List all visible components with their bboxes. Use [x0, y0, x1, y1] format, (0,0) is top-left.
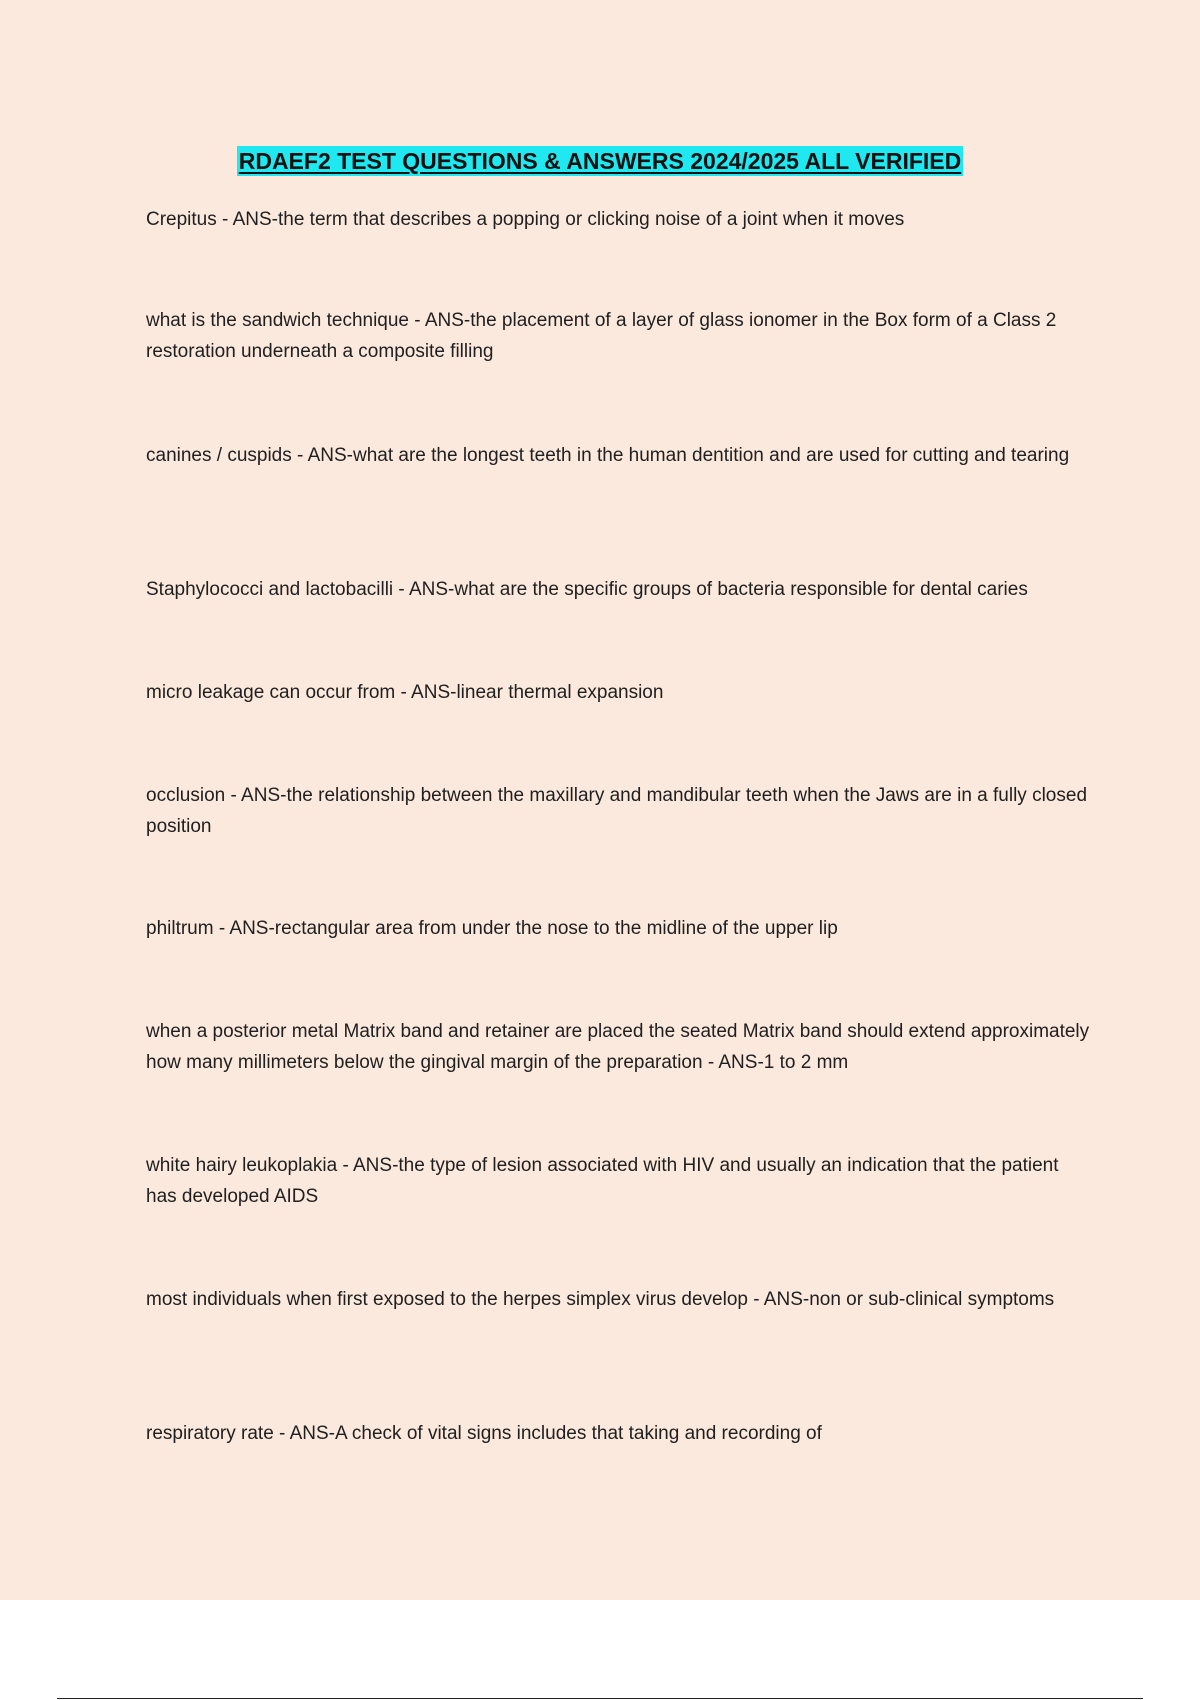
document-title: RDAEF2 TEST QUESTIONS & ANSWERS 2024/2025 ALL VERIFIED — [238, 148, 962, 174]
title-container — [0, 146, 1200, 176]
qa-entry-leukoplakia: white hairy leukoplakia - ANS-the type of lesion associated with HIV and usually an indication that the patient has developed AIDS — [146, 1155, 1059, 1207]
qa-entry-crepitus: Crepitus - ANS-the term that describes a popping or clicking noise of a joint when it moves — [146, 209, 905, 230]
qa-entry-matrix-band: when a posterior metal Matrix band and retainer are placed the seated Matrix band should extend approximately how many millimeters below the gingival margin of the preparation - ANS-1 to 2 mm — [146, 1021, 1090, 1073]
qa-entry-occlusion: occlusion - ANS-the relationship between the maxillary and mandibular teeth when the Jaws are in a fully closed position — [146, 785, 1088, 837]
qa-entry-micro-leakage: micro leakage can occur from - ANS-linear thermal expansion — [146, 682, 664, 703]
qa-entry-canines: canines / cuspids - ANS-what are the longest teeth in the human dentition and are used for cutting and tearing — [146, 445, 1070, 466]
qa-entry-sandwich-technique: what is the sandwich technique - ANS-the placement of a layer of glass ionomer in the Box form of a Class 2 restoration underneath a composite filling — [146, 310, 1057, 362]
qa-entry-herpes-simplex: most individuals when first exposed to the herpes simplex virus develop - ANS-non or sub-clinical symptoms — [146, 1289, 1055, 1310]
qa-entry-bacteria: Staphylococci and lactobacilli - ANS-what are the specific groups of bacteria responsible for dental caries — [146, 579, 1028, 600]
footer-divider — [57, 1698, 1143, 1699]
qa-entry-respiratory-rate: respiratory rate - ANS-A check of vital signs includes that taking and recording of — [146, 1423, 822, 1444]
qa-entry-philtrum: philtrum - ANS-rectangular area from under the nose to the midline of the upper lip — [146, 918, 838, 939]
